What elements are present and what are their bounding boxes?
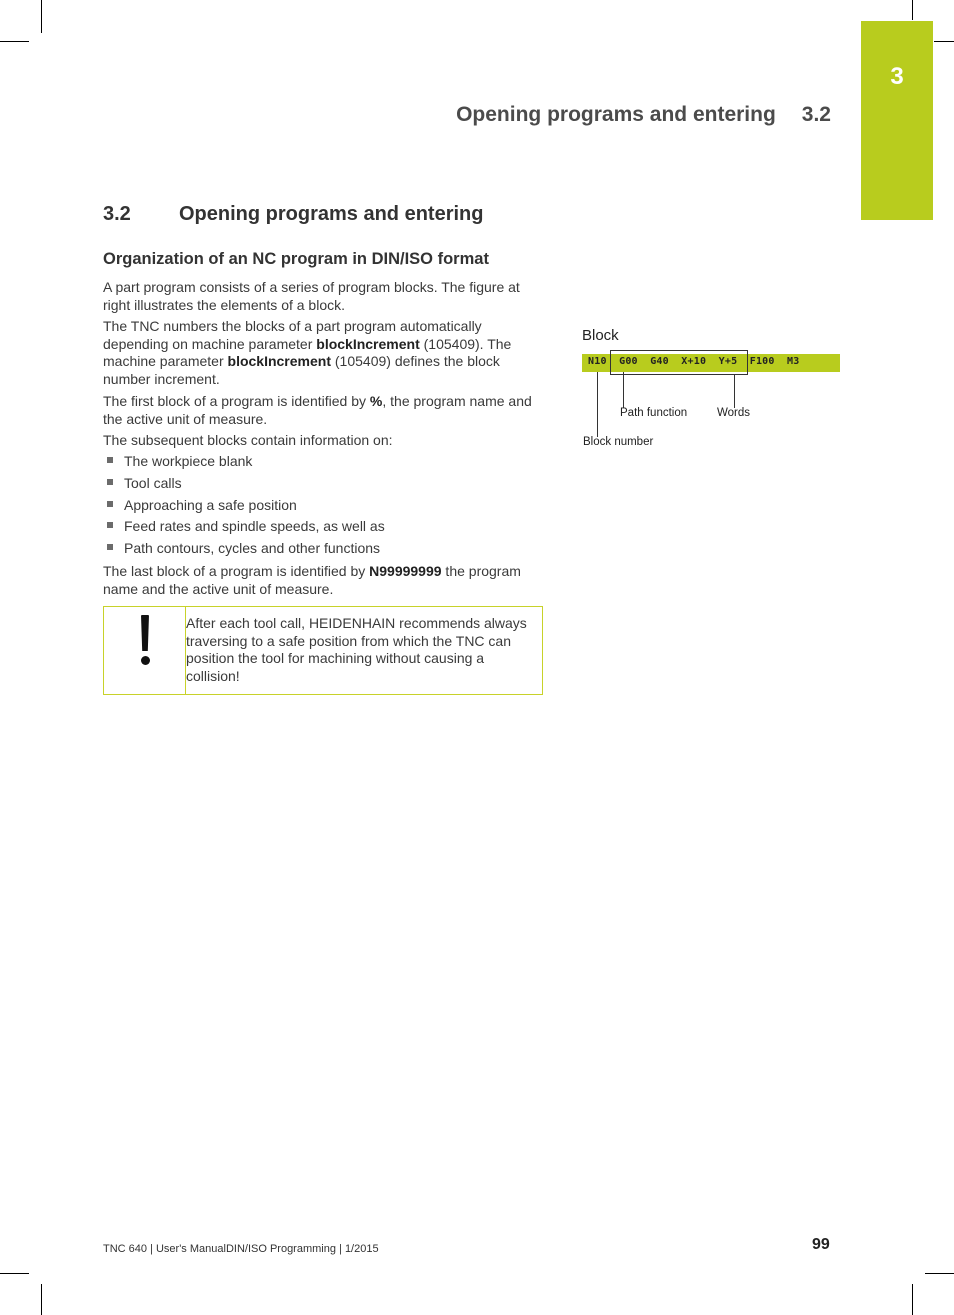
crop-mark [0, 41, 29, 42]
list-item-text: The workpiece blank [124, 453, 253, 469]
label-path-function: Path function [620, 407, 688, 419]
leader-line [734, 374, 735, 408]
label-block-number: Block number [583, 436, 654, 448]
text-run: The last block of a program is identified by [103, 563, 370, 579]
paragraph-block-numbering [103, 318, 545, 388]
list-item [103, 452, 545, 474]
section-number: 3.2 [103, 203, 131, 225]
paragraph-last-block [103, 563, 545, 598]
note-text: After each tool call, HEIDENHAIN recommends always traversing to a safe position from which the TNC can position the tool for machining without causing a collision! [186, 615, 527, 684]
crop-mark [912, 1284, 913, 1315]
crop-mark [934, 41, 954, 42]
words-bracket [610, 350, 748, 375]
parameter-name: blockIncrement [227, 353, 331, 370]
text-run: The TNC numbers the blocks of a part program automatically depending on machine parameter [103, 318, 482, 352]
text-run: , the program name and the active unit of measure. [103, 393, 532, 427]
crop-mark [925, 1273, 954, 1274]
text-run: (105409) defines the block number increment. [103, 353, 500, 387]
list-item-text: Tool calls [124, 474, 182, 491]
bullet-icon [107, 457, 113, 463]
running-section: 3.2 [801, 103, 831, 126]
crop-mark [912, 0, 913, 20]
text-run: The first block of a program is identified by [103, 393, 370, 409]
paragraph-first-block [103, 393, 545, 428]
exclamation-icon [138, 615, 152, 665]
label-words: Words [717, 407, 751, 419]
paragraph-subsequent-blocks: The subsequent blocks contain information on: [103, 432, 393, 448]
figure-title: Block [582, 327, 619, 344]
crop-mark [0, 1273, 29, 1274]
text-run: the program name and the active unit of measure. [103, 563, 521, 597]
paragraph-intro: A part program consists of a series of program blocks. The figure at right illustrates the elements of a block. [103, 279, 520, 313]
section-title: Opening programs and entering [179, 203, 484, 225]
list-item [103, 539, 545, 561]
parameter-name: blockIncrement [316, 335, 420, 352]
crop-mark [41, 0, 42, 33]
list-item-text: Approaching a safe position [124, 496, 297, 513]
list-item-text: Path contours, cycles and other functions [124, 540, 381, 557]
text-run: (105409). The machine parameter [103, 335, 512, 370]
list-item [103, 474, 545, 496]
end-block-number: N99999999 [369, 563, 442, 579]
running-title: Opening programs and entering [456, 103, 776, 126]
chapter-number: 3 [890, 63, 904, 90]
bullet-icon [107, 522, 113, 528]
running-header [456, 103, 831, 127]
page-number: 99 [812, 1236, 830, 1253]
list-item-text: Feed rates and spindle speeds, as well as [124, 518, 385, 535]
chapter-tab [861, 21, 933, 220]
warning-note [103, 606, 543, 695]
leader-line [597, 372, 598, 437]
list-item [103, 517, 545, 539]
percent-symbol: % [369, 393, 383, 409]
subsection-heading: Organization of an NC program in DIN/ISO format [103, 250, 489, 268]
leader-line [623, 372, 624, 408]
footer-text: TNC 640 | User's ManualDIN/ISO Programming | 1/2015 [103, 1243, 379, 1255]
block-code: N10 G00 G40 X+10 Y+5 F100 M3 [588, 356, 800, 367]
bullet-icon [107, 544, 113, 550]
bullet-list [103, 452, 545, 561]
bullet-icon [107, 501, 113, 507]
crop-mark [41, 1284, 42, 1315]
bullet-icon [107, 479, 113, 485]
list-item [103, 496, 545, 518]
section-heading [103, 203, 483, 226]
